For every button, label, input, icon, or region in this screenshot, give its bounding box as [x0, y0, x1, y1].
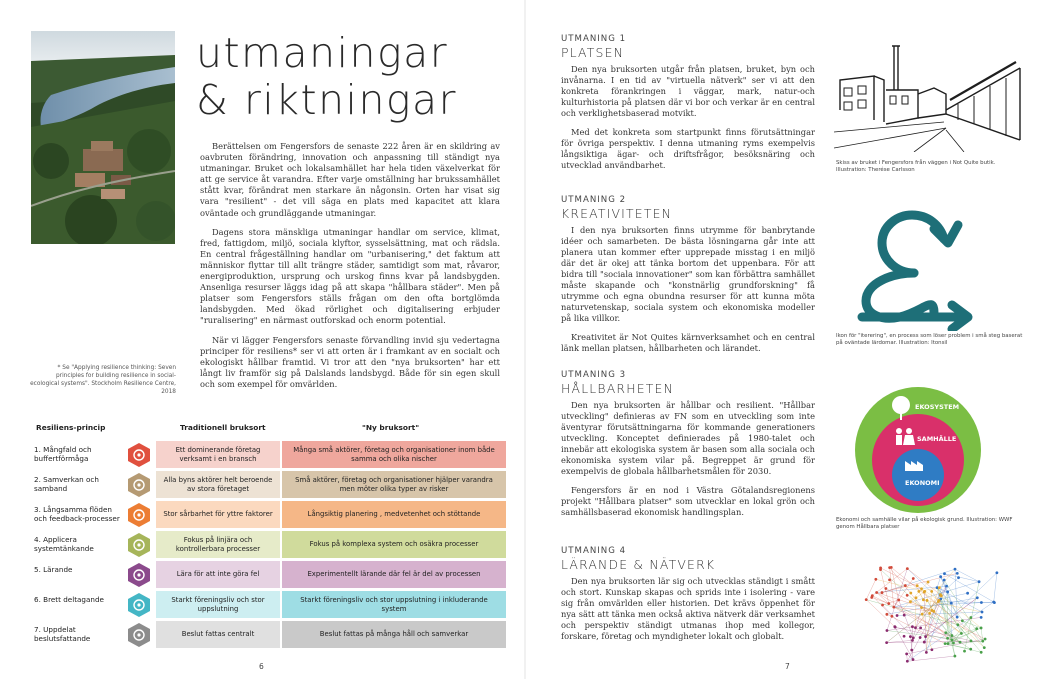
principle-label: 5. Lärande [34, 565, 73, 574]
traditional-cell: Starkt föreningsliv och stor uppslutning [156, 591, 280, 618]
title-line-2: & riktningar [196, 76, 458, 124]
traditional-cell: Alla byns aktörer helt beroende av stora företaget [156, 471, 280, 498]
table-row [30, 441, 510, 468]
aerial-photo [31, 31, 175, 244]
new-bruksort-cell: Många små aktörer, företag och organisationer inom både samma och olika nischer [282, 441, 506, 468]
bruket-sketch-illustration [834, 40, 1024, 152]
principle-label: 6. Brett deltagande [34, 595, 104, 604]
label-ecosystem: EKOSYSTEM [915, 403, 960, 411]
intro-paragraph: När vi lägger Fengersfors senaste förvandling invid sju vedertagna principer för resiliens* ser vi att orten är i framkant av en socialt och ekologiskt hållbar framtid. Vi tror att den "nya bruksorten" har ett långt liv framför sig på Dalslands landsbygd. Både för sin egen skull och som exempel för omvärlden. [200, 334, 500, 389]
traditional-cell: Beslut fattas centralt [156, 621, 280, 648]
section-paragraph: Den nya bruksorten lär sig och utvecklas ständigt i smått och stort. Kunskap skapas och sprids inte i isolering - vare sig från omvärlden eller historien. Det krävs öppenhet för nya sätt att tänka men också aktiva nätverk där verksamhet och perspektiv ständigt utmanas ihop med kollegor, forskare, företag och myndigheter lokalt och globalt. [561, 576, 815, 641]
new-bruksort-cell: Fokus på komplexa system och osäkra processer [282, 531, 506, 558]
table-row [30, 561, 510, 588]
table-header-traditional: Traditionell bruksort [180, 423, 266, 432]
hexagon-network-icon [126, 442, 152, 468]
iteration-icon [852, 205, 976, 331]
principle-label: 2. Samverkan och samband [34, 475, 99, 493]
challenge-section-2 [561, 195, 815, 362]
table-row [30, 501, 510, 528]
new-bruksort-cell: Experimentellt lärande där fel är del av processen [282, 561, 506, 588]
new-bruksort-cell: Beslut fattas på många håll och samverkar [282, 621, 506, 648]
intro-paragraph: Dagens stora mänskliga utmaningar handlar om service, klimat, fred, fattigdom, miljö, sociala klyftor, sysselsättning, mat och rädsla. En central frågeställning handlar om "urbanisering," det faktum att människor flyttar till allt trängre städer, samtidigt som mat, råvaror, energiproduktion, ursprung och urskog finns kvar på landsbygden. Ansenliga resurser läggs idag på att skapa "hållbara städer". Men på platser som Fengersfors ställs frågan om den ofta bortglömda landsbygden. Med ökad rörlighet och digitalisering erbjuder "ruralisering" en närmast outforskad och enorm potential. [200, 226, 500, 326]
label-society: SAMHÄLLE [917, 435, 957, 443]
caption-circles: Ekonomi och samhälle vilar på ekologisk grund. Illustration: WWF genom Hållbara platser [836, 517, 1013, 531]
traditional-cell: Fokus på linjära och kontrollerbara processer [156, 531, 280, 558]
section-kicker: UTMANING 1 [561, 34, 627, 44]
caption-sketch: Skiss av bruket i Fengersfors från väggen i Not Quite butik. Illustration: Therése Carlsson [836, 160, 996, 174]
section-paragraph: I den nya bruksorten finns utrymme för banbrytande idéer och samarbeten. De bästa lösningarna går inte att planera utan kommer efter upprepade misstag i en miljö där det är okej att tänka bortom det uppenbara. För att bidra till "sociala innovationer" som kan förbättra samhället måste skapande och "konstnärlig grundforskning" få utrymme och egna obundna resurser för att kunna möta naturvetenskap, sociala system och ekonomiska modeller på lika villkor. [561, 225, 815, 323]
principle-label: 7. Uppdelat beslutsfattande [34, 625, 91, 643]
principle-label: 1. Mångfald och buffertförmåga [34, 445, 92, 463]
section-kicker: UTMANING 2 [561, 195, 627, 205]
table-row [30, 621, 510, 648]
table-row [30, 591, 510, 618]
section-title: KREATIVITETEN [561, 206, 673, 221]
tree-system-icon [126, 532, 152, 558]
table-row [30, 471, 510, 498]
learning-head-icon [126, 562, 152, 588]
section-paragraph: Den nya bruksorten utgår från platsen, bruket, byn och invånarna. I en tid av "virtuella nätverk" ser vi att den konkreta förankringen i väggar, mark, natur-och kulturhistoria på platsen där vi bor och verkar är en central och verklighetsbaserad motvikt. [561, 64, 815, 118]
page-number-right: 7 [785, 662, 790, 671]
section-kicker: UTMANING 3 [561, 370, 627, 380]
traditional-cell: Lära för att inte göra fel [156, 561, 280, 588]
section-title: LÄRANDE & NÄTVERK [561, 557, 716, 572]
table-row [30, 531, 510, 558]
section-title: HÅLLBARHETEN [561, 381, 675, 396]
new-bruksort-cell: Starkt föreningsliv och stor uppslutning i inkluderande system [282, 591, 506, 618]
principle-label: 4. Applicera systemtänkande [34, 535, 94, 553]
section-paragraph: Den nya bruksorten är hållbar och resilient. "Hållbar utveckling" definieras av FN som en utveckling som inte äventyrar förutsättningarna för kommande generationers utveckling. Konceptet definierades på 1980-talet och innebär att ekologiska system är basen som alla sociala och ekonomiska system vilar på. Begreppet är grund för exempelvis de globala hållbarhetsmålen för 2030. [561, 400, 815, 476]
new-bruksort-cell: Långsiktig planering , medvetenhet och stöttande [282, 501, 506, 528]
section-paragraph: Med det konkreta som startpunkt finns förutsättningar för övriga perspektiv. I denna utmaning ryms exempelvis långsiktiga ägar- och driftsfrågor, besöksnäring och utvecklad användbarhet. [561, 127, 815, 170]
challenge-section-4 [561, 546, 815, 650]
page-gutter [524, 0, 526, 679]
hands-icon [126, 472, 152, 498]
new-bruksort-cell: Små aktörer, företag och organisationer hjälper varandra men möter olika typer av risker [282, 471, 506, 498]
intro-paragraph: Berättelsen om Fengersfors de senaste 222 åren är en skildring av oavbruten förändring, innovation och anpassning till ständigt nya utmaningar. Bruket och lokalsamhället har hela tiden växelverkat för att ge service åt varandra. Efter varje omställning har brukssamhället stått kvar, förändrat men starkare än någonsin. Orten har visat sig vara "resilient" - det vill säga en plats med kapacitet att klara oväntade och grundläggande utmaningar. [200, 141, 500, 218]
section-paragraph: Kreativitet är Not Quites kärnverksamhet och en central länk mellan platsen, hållbarheten och lärandet. [561, 332, 815, 353]
caption-iteration: Ikon för "iterering", en process som löser problem i små steg baserat på oväntade lärdomar. Illustration: Itonsil [836, 333, 1023, 347]
network-graph-illustration [846, 538, 1018, 666]
title-line-1: utmaningar [196, 29, 449, 77]
section-kicker: UTMANING 4 [561, 546, 627, 556]
traditional-cell: Stor sårbarhet för yttre faktorer [156, 501, 280, 528]
section-paragraph: Fengersfors är en nod i Västra Götalandsregionens projekt "Hållbara platser" som utvecklar en lokal grön och samhällsbaserad ekonomisk handlingsplan. [561, 485, 815, 517]
principle-label: 3. Långsamma flöden och feedback-processer [34, 505, 120, 523]
feedback-loop-icon [126, 502, 152, 528]
challenge-section-3 [561, 370, 815, 526]
footnote: * Se "Applying resilience thinking: Seven principles for building resilience in social-ecological systems". Stockholm Resilience Centre, 2018 [30, 365, 176, 395]
section-title: PLATSEN [561, 45, 625, 60]
intro-text [200, 141, 500, 398]
page-number-left: 6 [259, 662, 264, 671]
table-header-principle: Resiliens-princip [36, 423, 106, 432]
challenge-section-1 [561, 34, 815, 179]
label-economy: EKONOMI [905, 479, 940, 487]
people-group-icon [126, 592, 152, 618]
table-header-new: "Ny bruksort" [362, 423, 420, 432]
page-title [196, 30, 457, 124]
sustainability-circles [853, 385, 983, 515]
traditional-cell: Ett dominerande företag verksamt i en bransch [156, 441, 280, 468]
decision-hierarchy-icon [126, 622, 152, 648]
